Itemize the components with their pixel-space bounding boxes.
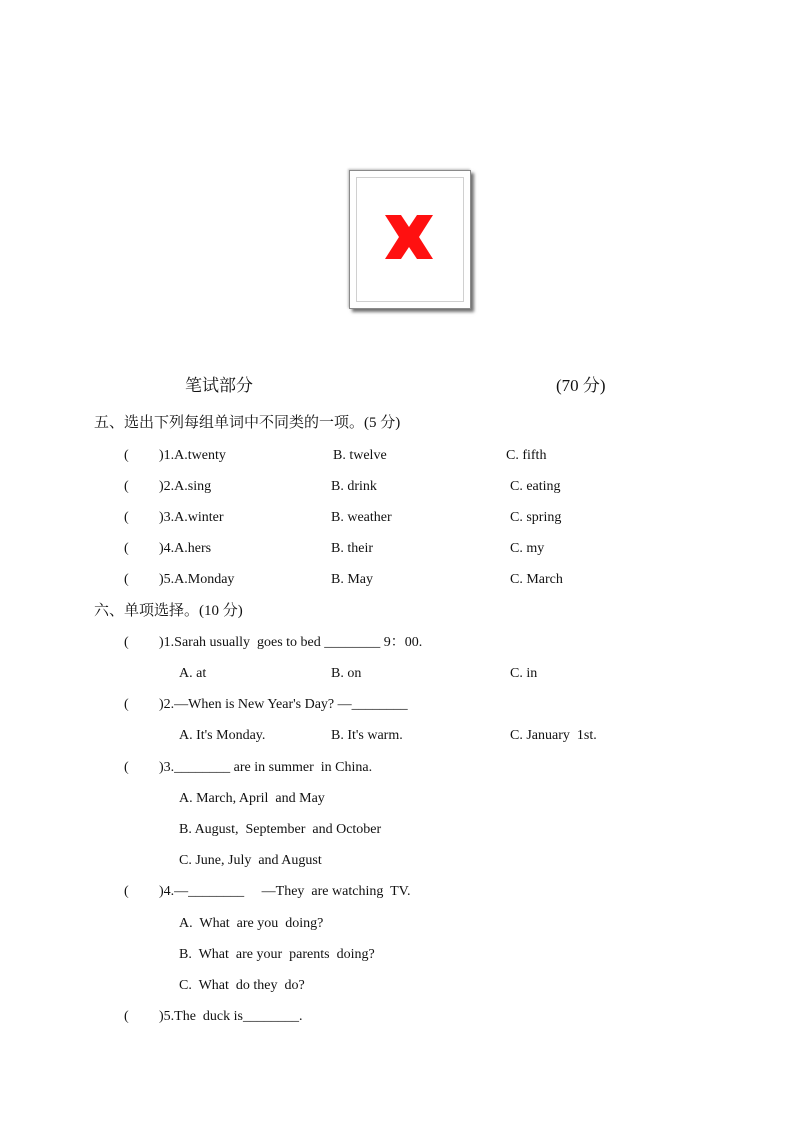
- option-c: C. January 1st.: [510, 728, 597, 743]
- answer-paren: (: [124, 697, 129, 712]
- question-stem: )2.—When is New Year's Day? —________: [159, 697, 408, 712]
- option-c: C. March: [510, 572, 563, 587]
- answer-paren: (: [124, 760, 129, 775]
- answer-paren: (: [124, 1009, 129, 1024]
- option-b: B. It's warm.: [331, 728, 403, 743]
- option-c: C. What do they do?: [179, 978, 305, 993]
- option-a: A. What are you doing?: [179, 916, 324, 931]
- section6-heading: 六、单项选择。(10 分): [94, 603, 243, 619]
- option-b: B. What are your parents doing?: [179, 947, 375, 962]
- answer-paren: (: [124, 541, 129, 556]
- option-b: B. May: [331, 572, 373, 587]
- option-c: C. eating: [510, 479, 561, 494]
- option-b: B. their: [331, 541, 373, 556]
- answer-paren: (: [124, 884, 129, 899]
- question-option-a: )2.A.sing: [159, 479, 212, 494]
- option-a: A. March, April and May: [179, 791, 325, 806]
- red-x-icon: [379, 211, 439, 263]
- broken-image-placeholder: [349, 170, 471, 309]
- exam-part-title: 笔试部分: [185, 376, 253, 395]
- option-b: B. August, September and October: [179, 822, 382, 837]
- question-option-a: )5.A.Monday: [159, 572, 235, 587]
- option-c: C. spring: [510, 510, 562, 525]
- question-stem: )4.—________ —They are watching TV.: [159, 884, 411, 899]
- question-option-a: )4.A.hers: [159, 541, 212, 556]
- option-b: B. on: [331, 666, 362, 681]
- option-b: B. drink: [331, 479, 377, 494]
- question-stem: )5.The duck is________.: [159, 1009, 303, 1024]
- option-a: A. at: [179, 666, 207, 681]
- section5-heading: 五、选出下列每组单词中不同类的一项。(5 分): [94, 415, 401, 431]
- part-score: (70 分): [556, 376, 606, 395]
- question-option-a: )1.A.twenty: [159, 448, 226, 463]
- question-option-a: )3.A.winter: [159, 510, 224, 525]
- question-stem: )3.________ are in summer in China.: [159, 760, 373, 775]
- option-b: B. weather: [331, 510, 392, 525]
- option-c: C. fifth: [506, 448, 547, 463]
- answer-paren: (: [124, 479, 129, 494]
- option-c: C. my: [510, 541, 545, 556]
- answer-paren: (: [124, 572, 129, 587]
- option-c: C. June, July and August: [179, 853, 322, 868]
- answer-paren: (: [124, 448, 129, 463]
- question-stem: )1.Sarah usually goes to bed ________ 9：00.: [159, 635, 423, 650]
- option-c: C. in: [510, 666, 538, 681]
- option-a: A. It's Monday.: [179, 728, 266, 743]
- answer-paren: (: [124, 635, 129, 650]
- answer-paren: (: [124, 510, 129, 525]
- option-b: B. twelve: [333, 448, 387, 463]
